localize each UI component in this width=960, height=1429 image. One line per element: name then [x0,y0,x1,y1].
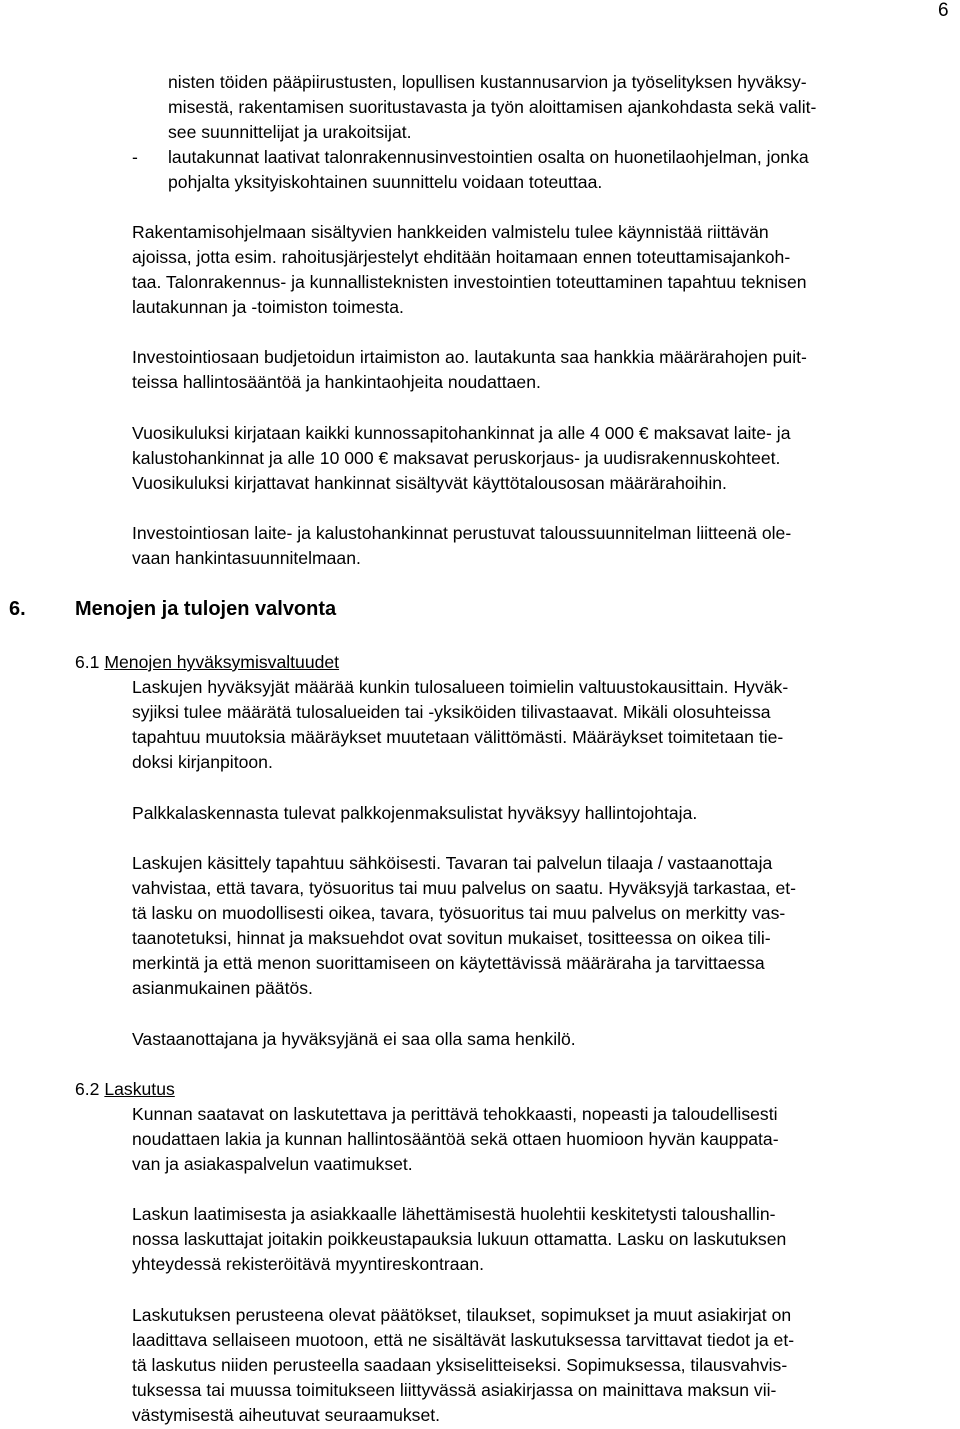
paragraph-line: laadittava sellaiseen muotoon, että ne sisältävät laskutuksessa tarvittavat tiedot ja et- [132,1330,795,1350]
paragraph-line: Laskujen hyväksyjät määrää kunkin tulosalueen toimielin valtuustokausittain. Hyväk- [132,677,789,697]
paragraph-line: Laskutuksen perusteena olevat päätökset, tilaukset, sopimukset ja muut asiakirjat on [132,1305,792,1325]
paragraph-line: västymisestä aiheutuvat seuraamukset. [132,1405,441,1425]
section-number: 6. [9,598,26,620]
bullet-dash: - [132,147,138,167]
paragraph-line: Investointiosaan budjetoidun irtaimiston ao. lautakunta saa hankkia määrärahojen puit- [132,347,807,367]
paragraph-line: merkintä ja että menon suorittamiseen on käytettävissä määräraha ja tarvittaessa [132,953,765,973]
subsection-number: 6.1 [75,652,100,672]
subsection-title: Menojen hyväksymisvaltuudet [104,652,340,672]
text-line: misestä, rakentamisen suoritustavasta ja työn aloittamisen ajankohdasta sekä valit- [168,97,817,117]
paragraph-line: Vuosikuluksi kirjataan kaikki kunnossapitohankinnat ja alle 4 000 € maksavat laite- ja [132,423,791,443]
paragraph-line: doksi kirjanpitoon. [132,752,273,772]
paragraph-line: Investointiosan laite- ja kalustohankinnat perustuvat taloussuunnitelman liitteenä ole- [132,523,792,543]
paragraph-line: nossa laskuttajat joitakin poikkeustapauksia lukuun ottamatta. Lasku on laskutuksen [132,1229,787,1249]
paragraph-line: kalustohankinnat ja alle 10 000 € maksavat peruskorjaus- ja uudisrakennuskohteet. [132,448,781,468]
subsection-title: Laskutus [104,1079,175,1099]
paragraph-line: tuksessa tai muussa toimitukseen liittyvässä asiakirjassa on mainittava maksun vii- [132,1380,777,1400]
paragraph-line: Palkkalaskennasta tulevat palkkojenmaksulistat hyväksyy hallintojohtaja. [132,803,698,823]
paragraph-line: lautakunnan ja -toimiston toimesta. [132,297,404,317]
paragraph-line: Kunnan saatavat on laskutettava ja perittävä tehokkaasti, nopeasti ja taloudellisesti [132,1104,778,1124]
subsection-heading [75,650,339,674]
subsection-heading [75,1077,175,1101]
paragraph-line: teissa hallintosääntöä ja hankintaohjeita noudattaen. [132,372,541,392]
text-line: see suunnittelijat ja urakoitsijat. [168,122,412,142]
subsection-number: 6.2 [75,1079,100,1099]
paragraph-line: tä lasku on muodollisesti oikea, tavara, työsuoritus tai muu palvelus on merkitty vas- [132,903,786,923]
bullet-line: lautakunnat laativat talonrakennusinvestointien osalta on huonetilaohjelman, jonka [168,147,809,167]
paragraph-line: taanotetuksi, hinnat ja maksuehdot ovat sovitun mukaiset, tositteessa on oikea tili- [132,928,771,948]
paragraph-line: ajoissa, jotta esim. rahoitusjärjestelyt ehditään hoitamaan ennen toteuttamisajankoh- [132,247,791,267]
paragraph-line: asianmukainen päätös. [132,978,313,998]
paragraph-line: Vastaanottajana ja hyväksyjänä ei saa olla sama henkilö. [132,1029,576,1049]
text-line: nisten töiden pääpiirustusten, lopullisen kustannusarvion ja työselityksen hyväksy- [168,72,807,92]
paragraph-line: van ja asiakaspalvelun vaatimukset. [132,1154,413,1174]
bullet-line: pohjalta yksityiskohtainen suunnittelu voidaan toteuttaa. [168,172,603,192]
paragraph-line: noudattaen lakia ja kunnan hallintosääntöä sekä ottaen huomioon hyvän kauppata- [132,1129,779,1149]
paragraph-line: syjiksi tulee määrätä tulosalueiden tai -yksiköiden tilivastaavat. Mikäli olosuhteissa [132,702,771,722]
paragraph-line: vaan hankintasuunnitelmaan. [132,548,361,568]
paragraph-line: tapahtuu muutoksia määräykset muutetaan välittömästi. Määräykset toimitetaan tie- [132,727,784,747]
page-number: 6 [938,0,949,21]
paragraph-line: taa. Talonrakennus- ja kunnallisteknisten investointien toteuttaminen tapahtuu teknisen [132,272,807,292]
paragraph-line: Laskun laatimisesta ja asiakkaalle lähettämisestä huolehtii keskitetysti taloushallin- [132,1204,776,1224]
paragraph-line: vahvistaa, että tavara, työsuoritus tai muu palvelus on saatu. Hyväksyjä tarkastaa, et- [132,878,797,898]
section-title: Menojen ja tulojen valvonta [75,598,337,620]
paragraph-line: tä laskutus niiden perusteella saadaan yksiselitteiseksi. Sopimuksessa, tilausvahvis- [132,1355,788,1375]
paragraph-line: yhteydessä rekisteröitävä myyntireskontraan. [132,1254,485,1274]
paragraph-line: Laskujen käsittely tapahtuu sähköisesti. Tavaran tai palvelun tilaaja / vastaanottaja [132,853,773,873]
paragraph-line: Vuosikuluksi kirjattavat hankinnat sisältyvät käyttötalousosan määrärahoihin. [132,473,727,493]
paragraph-line: Rakentamisohjelmaan sisältyvien hankkeiden valmistelu tulee käynnistää riittävän [132,222,769,242]
